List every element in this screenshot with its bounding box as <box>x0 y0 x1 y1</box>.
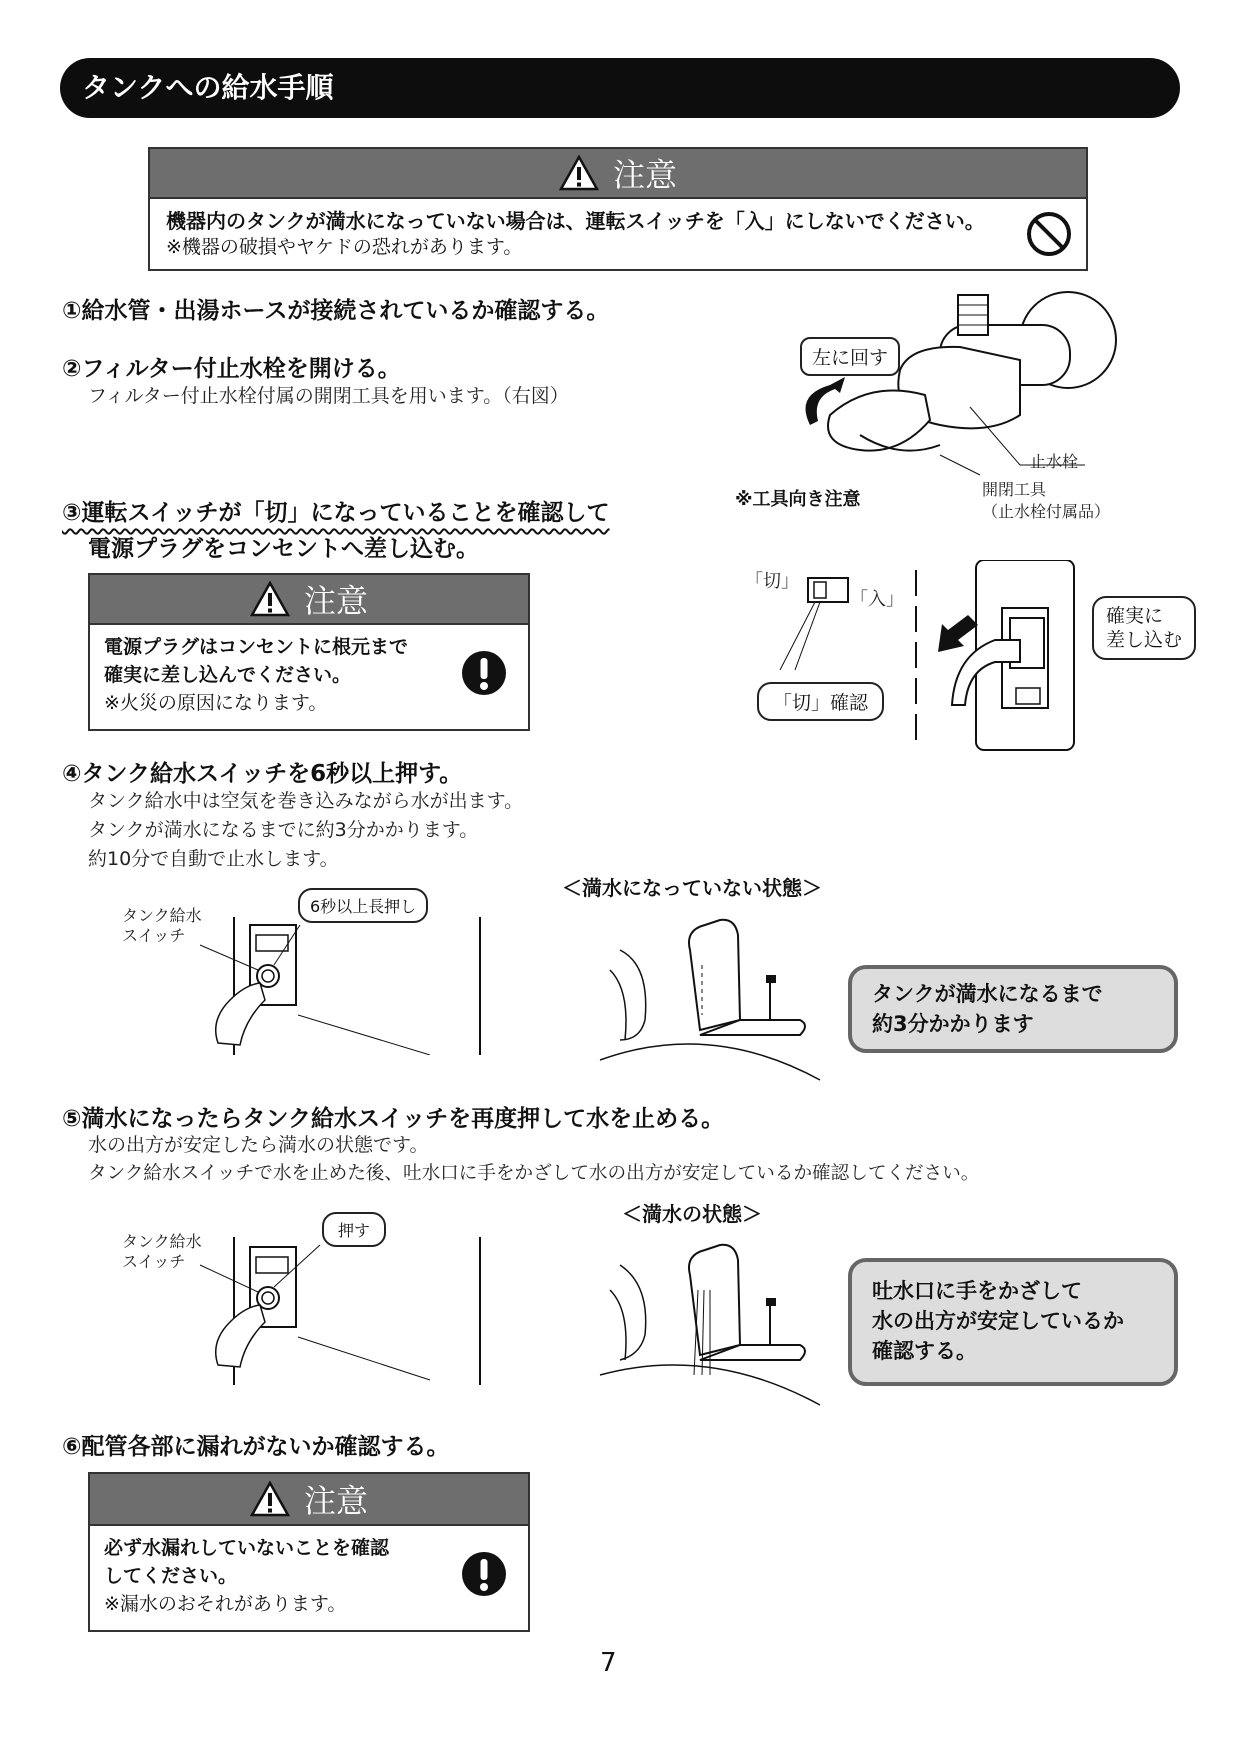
step-4-desc-2: タンクが満水になるまでに約3分かかります。 <box>88 819 479 841</box>
step-2-title: ②フィルター付止水栓を開ける。 <box>62 356 401 382</box>
faucet-full-illustration <box>590 1235 830 1415</box>
press-long-callout: 6秒以上長押し <box>298 888 428 923</box>
tank-switch-label-1: タンク給水 <box>122 1232 202 1251</box>
check-flow-bubble <box>848 1258 1178 1386</box>
page-number: 7 <box>600 1648 617 1678</box>
tank-switch-label-2: スイッチ <box>122 926 186 945</box>
mandatory-icon <box>460 1550 508 1598</box>
stop-valve-label: 止水栓 <box>1030 452 1079 471</box>
step-4-desc-1: タンク給水中は空気を巻き込みながら水が出ます。 <box>88 790 524 812</box>
step-3-title-line2: 電源プラグをコンセントへ差し込む。 <box>88 536 479 562</box>
tank-switch-label-2: スイッチ <box>122 1252 186 1271</box>
leak-caution-box <box>88 1472 530 1632</box>
caution-note: ※漏水のおそれがあります。 <box>104 1593 347 1615</box>
top-caution-box <box>148 147 1088 271</box>
tank-switch-illustration <box>190 905 490 1055</box>
tank-switch-label-1: タンク給水 <box>122 906 202 925</box>
caution-label: 注意 <box>612 156 677 194</box>
caution-note: ※機器の破損やヤケドの恐れがあります。 <box>166 236 523 258</box>
step-1-title: ①給水管・出湯ホースが接続されているか確認する。 <box>62 298 610 324</box>
step-3-title-line1: ③運転スイッチが「切」になっていることを確認して <box>62 500 610 526</box>
caution-main-text: 機器内のタンクが満水になっていない場合は、運転スイッチを「入」にしないでください。 <box>166 209 985 233</box>
switch-off-label: 「切」 <box>745 571 799 592</box>
warning-icon <box>250 1481 290 1517</box>
step-5-desc-1: 水の出方が安定したら満水の状態です。 <box>88 1134 429 1156</box>
bubble-line-2: 水の出方が安定しているか <box>872 1309 1124 1333</box>
plug-caution-box <box>88 573 530 731</box>
caution-text-line1: 電源プラグはコンセントに根元まで <box>104 636 409 658</box>
caution-header <box>90 1474 528 1526</box>
press-callout: 押す <box>322 1212 386 1247</box>
fill-time-bubble <box>848 965 1178 1053</box>
caution-note: ※火災の原因になります。 <box>104 692 328 714</box>
switch-illustration <box>720 560 1080 760</box>
warning-icon <box>250 581 290 617</box>
rotate-left-callout: 左に回す <box>800 337 900 376</box>
caution-label: 注意 <box>303 1482 368 1520</box>
step-4-title: ④タンク給水スイッチを6秒以上押す。 <box>62 761 463 787</box>
step-6-title: ⑥配管各部に漏れがないか確認する。 <box>62 1434 450 1460</box>
switch-on-label: 「入」 <box>850 589 904 610</box>
bubble-line-2: 約3分かかります <box>872 1012 1034 1036</box>
not-full-state-label: ＜満水になっていない状態＞ <box>562 876 822 900</box>
bubble-line-1: 吐水口に手をかざして <box>872 1279 1082 1303</box>
step-4-desc-3: 約10分で自動で止水します。 <box>88 848 339 870</box>
step-5-title: ⑤満水になったらタンク給水スイッチを再度押して水を止める。 <box>62 1106 725 1132</box>
warning-icon <box>559 155 599 191</box>
tool-label: 開閉工具 <box>982 480 1047 499</box>
caution-text-line2: してください。 <box>104 1565 238 1587</box>
tool-note-label: （止水栓付属品） <box>982 502 1111 521</box>
bubble-line-1: タンクが満水になるまで <box>872 982 1103 1006</box>
bubble-line-3: 確認する。 <box>872 1339 977 1363</box>
step-2-desc: フィルター付止水栓付属の開閉工具を用います。（右図） <box>88 385 569 407</box>
full-state-label: ＜満水の状態＞ <box>622 1202 762 1226</box>
step-5-desc-2: タンク給水スイッチで水を止めた後、吐水口に手をかざして水の出方が安定しているか確認してください。 <box>88 1163 980 1184</box>
insert-line1: 確実に <box>1106 605 1164 627</box>
tool-direction-note: ※工具向き注意 <box>735 489 861 510</box>
faucet-not-full-illustration <box>590 910 830 1090</box>
off-check-callout: 「切」確認 <box>757 682 884 721</box>
caution-text-line1: 必ず水漏れしていないことを確認 <box>104 1537 390 1559</box>
mandatory-icon <box>460 649 508 697</box>
caution-header <box>90 575 528 625</box>
caution-label: 注意 <box>303 582 368 620</box>
insert-line2: 差し込む <box>1106 629 1183 651</box>
caution-header <box>150 149 1086 199</box>
page-title: タンクへの給水手順 <box>60 58 1180 118</box>
tank-switch-illustration-2 <box>190 1225 490 1390</box>
prohibited-icon <box>1026 211 1072 257</box>
caution-text-line2: 確実に差し込んでください。 <box>104 664 352 686</box>
insert-firmly-callout <box>1092 596 1196 660</box>
